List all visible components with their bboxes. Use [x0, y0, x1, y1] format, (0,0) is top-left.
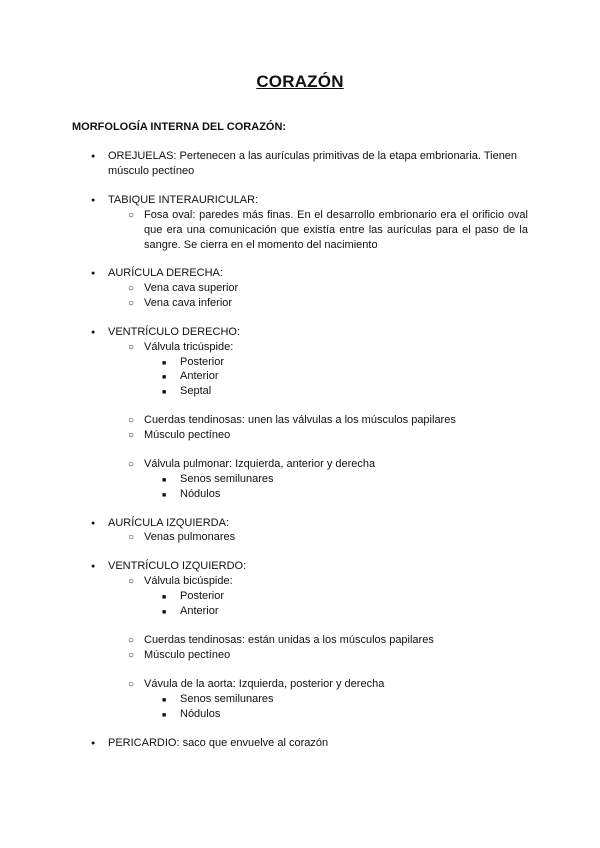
item-vi-senos: ■ Senos semilunares	[180, 692, 274, 707]
bullet-auricula-izquierda: ● AURÍCULA IZQUIERDA:	[108, 516, 229, 531]
sub-fosa-oval: ○ Fosa oval: paredes más finas. En el desarrollo embrionario era el orificio oval que era una comunicación que existía entre las aurículas para el paso de la sangre. Se cierra en el momento del nacimiento	[144, 208, 528, 253]
sub-vi-musculo: ○ Músculo pectíneo	[144, 648, 230, 663]
item-vi-posterior: ■ Posterior	[180, 589, 224, 604]
item-vd-nodulos: ■ Nódulos	[180, 487, 220, 502]
bullet-pericardio: ● PERICARDIO: saco que envuelve al corazón	[108, 736, 328, 751]
bullet-orejuelas-cont: músculo pectíneo	[108, 165, 195, 177]
sub-vd-valvula-pulmonar: ○ Válvula pulmonar: Izquierda, anterior y derecha	[144, 457, 375, 472]
bullet-auricula-derecha: ● AURÍCULA DERECHA:	[108, 266, 223, 281]
bullet-tabique: ● TABIQUE INTERAURICULAR:	[108, 193, 258, 208]
sub-venas-pulmonares: ○ Venas pulmonares	[144, 530, 235, 545]
sub-vd-cuerdas: ○ Cuerdas tendinosas: unen las válvulas a los músculos papilares	[144, 413, 456, 428]
item-vd-septal: ■ Septal	[180, 384, 211, 399]
sub-vena-cava-inferior: ○ Vena cava inferior	[144, 296, 232, 311]
sub-vd-musculo: ○ Músculo pectíneo	[144, 428, 230, 443]
item-vi-nodulos: ■ Nódulos	[180, 707, 220, 722]
bullet-orejuelas: ● OREJUELAS: Pertenecen a las aurículas primitivas de la etapa embrionaria. Tienen	[108, 149, 517, 164]
sub-valvula-bicuspide: ○ Válvula bicúspide:	[144, 574, 233, 589]
bullet-ventriculo-izquierdo: ● VENTRÍCULO IZQUIERDO:	[108, 559, 246, 574]
sub-vena-cava-superior: ○ Vena cava superior	[144, 281, 238, 296]
bullet-ventriculo-derecho: ● VENTRÍCULO DERECHO:	[108, 325, 240, 340]
item-vd-senos: ■ Senos semilunares	[180, 472, 274, 487]
item-vd-anterior: ■ Anterior	[180, 369, 219, 384]
section-heading: MORFOLOGÍA INTERNA DEL CORAZÓN:	[72, 121, 287, 133]
item-vi-anterior: ■ Anterior	[180, 604, 219, 619]
sub-valvula-tricuspide: ○ Válvula tricúspide:	[144, 340, 233, 355]
item-vd-posterior: ■ Posterior	[180, 355, 224, 370]
sub-vi-valvula-aorta: ○ Vávula de la aorta: Izquierda, posterior y derecha	[144, 677, 384, 692]
sub-vi-cuerdas: ○ Cuerdas tendinosas: están unidas a los músculos papilares	[144, 633, 434, 648]
page-title: CORAZÓN	[256, 72, 344, 91]
